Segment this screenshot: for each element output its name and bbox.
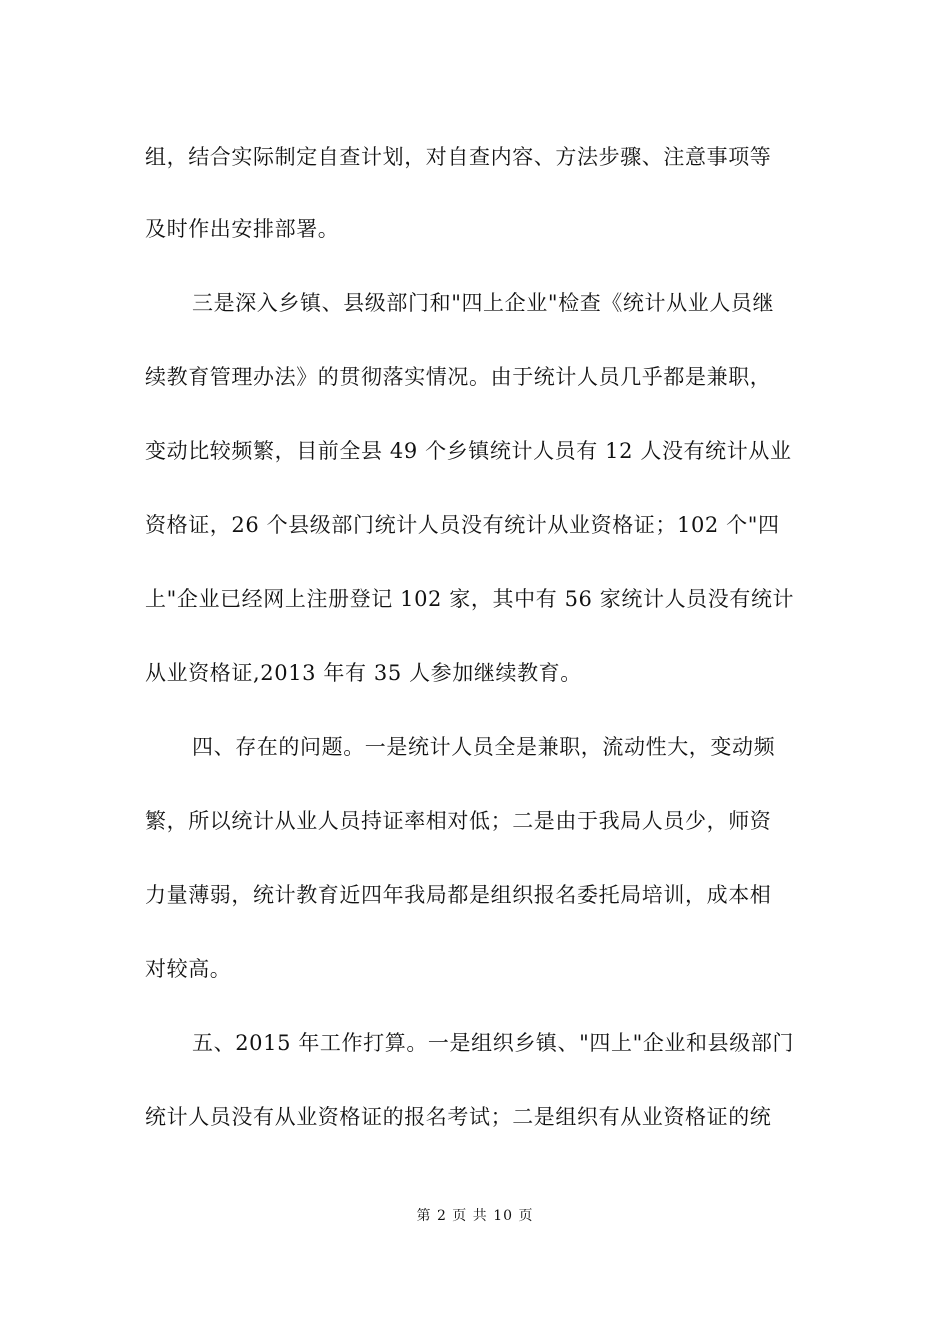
paragraph-line: 续教育管理办法》的贯彻落实情况。由于统计人员几乎都是兼职， [145, 365, 772, 389]
paragraph-line: 组，结合实际制定自查计划，对自查内容、方法步骤、注意事项等 [145, 145, 772, 169]
paragraph-line: 统计人员没有从业资格证的报名考试；二是组织有从业资格证的统 [145, 1105, 772, 1129]
paragraph-line: 变动比较频繁，目前全县 49 个乡镇统计人员有 12 人没有统计从业 [145, 439, 792, 463]
paragraph-line: 三是深入乡镇、县级部门和"四上企业"检查《统计从业人员继 [192, 291, 775, 315]
paragraph-line: 四、存在的问题。一是统计人员全是兼职，流动性大，变动频 [192, 735, 776, 759]
paragraph-line: 力量薄弱，统计教育近四年我局都是组织报名委托局培训，成本相 [145, 883, 772, 907]
paragraph-line: 五、2015 年工作打算。一是组织乡镇、"四上"企业和县级部门 [192, 1031, 795, 1055]
paragraph-line: 上"企业已经网上注册登记 102 家，其中有 56 家统计人员没有统计 [145, 587, 795, 611]
paragraph-line: 及时作出安排部署。 [145, 217, 340, 241]
page-number-footer: 第 2 页 共 10 页 [416, 1208, 534, 1224]
paragraph-line: 资格证，26 个县级部门统计人员没有统计从业资格证；102 个"四 [145, 513, 780, 537]
paragraph-line: 繁，所以统计从业人员持证率相对低；二是由于我局人员少，师资 [145, 809, 772, 833]
paragraph-line: 对较高。 [145, 957, 232, 981]
paragraph-line: 从业资格证,2013 年有 35 人参加继续教育。 [145, 661, 582, 685]
